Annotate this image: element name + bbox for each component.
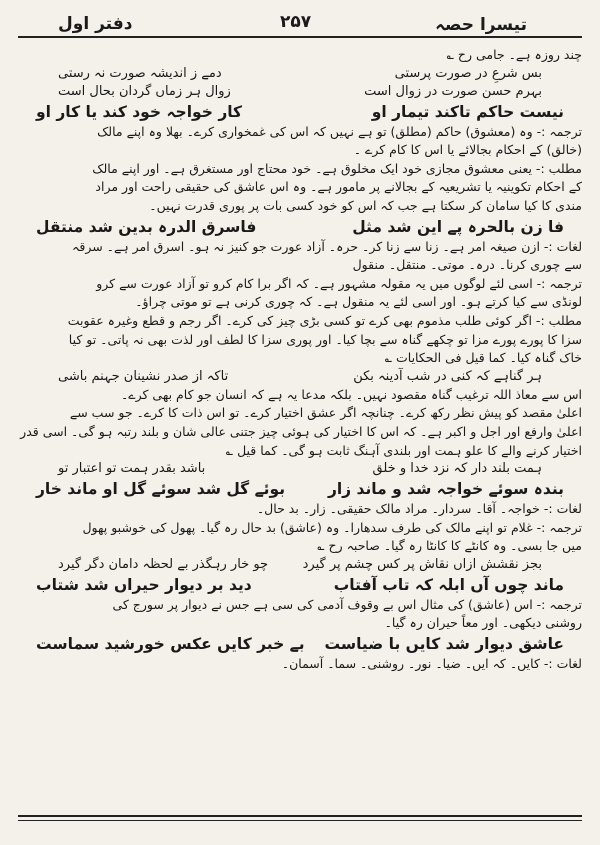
quoted-couplet [18,556,582,574]
couplet-first-hemistich: بجز نقشش ازاں نقاش پر کس چشم پر گیرد [302,556,542,572]
header-section-title: تیسرا حصہ [435,15,527,35]
text-line: اعلیٰ وارفع اور اجل و اکبر ہے۔ کہ اس کا اختیار کی ہوئی چیز جتنی عالی شان و بلند رتبہ ہو گی۔ اسی قدر [20,423,582,439]
couplet-second-hemistich: کار خواجہ خود کند یا کار او [36,102,243,121]
text-line: میں جا بسی۔ وہ کانٹے کا کانٹا رہ گیا۔ صاحبہ رح ؎ [317,538,582,554]
text-line: سے چوری کرنا۔ درہ۔ موتی۔ منتقل۔ منقول [352,257,582,273]
header-book-title: دفتر اول [58,14,133,34]
text-line: لغات :- خواجہ۔ آقا۔ سردار۔ مراد مالک حقیقی۔ زار۔ بد حال۔ [256,501,582,517]
footer-rule [18,815,582,817]
page-number: ۲۵۷ [280,12,312,32]
couplet-second-hemistich: دمے ز اندیشہ صورت نہ رستی [58,65,222,81]
couplet-second-hemistich: باشد بقدر ہمت تو اعتبار تو [58,461,206,477]
couplet-first-hemistich: بس شرعِ در صورت پرستی [394,65,542,81]
quoted-couplet [18,65,582,83]
quoted-couplet [18,368,582,386]
text-line: لغات :- ازن صیغہ امر ہے۔ زنا سے زنا کر۔ حرہ۔ آزاد عورت جو کنیز نہ ہو۔ اسرق امر ہے۔ سرقہ [72,238,582,254]
text-line: اعلیٰ مقصد کو پیش نظر رکھ کرے۔ چنانچہ اگر عشق اختیار کرے۔ تو اس ذات کا کرے۔ جو سب سے [69,405,582,421]
text-line: چند روزہ ہے۔ جامی رح ؎ [446,47,582,62]
couplet-first-hemistich: بہرم حسن صورت در زوال است [364,83,542,99]
couplet-second-hemistich: دید بر دیوار حیراں شد شتاب [36,575,252,594]
couplet-first-hemistich: ہمت بلند دار کہ نزد خدا و خلق [372,461,542,477]
text-line: روشنی دیکھی۔ اور معاً حیران رہ گیا۔ [384,615,582,631]
masnavi-couplet [18,574,582,596]
page-header [18,6,582,36]
text-line: اختیار کرنے والے کا علو ہمت اور بلندی آہنگ ثابت ہو گی۔ کما قیل ؎ [225,442,582,458]
text-line: لغات :- کایں۔ کہ ایں۔ ضیا۔ نور۔ روشنی۔ سما۔ آسمان۔ [281,656,582,672]
text-line: ترجمہ :- اسی لئے لوگوں میں یہ مقولہ مشہور ہے۔ کہ اگر برا کام کرو تو آزاد عورت سے کرو [96,275,582,291]
couplet-first-hemistich: بندہ سوئے خواجہ شد و ماند زار [327,480,564,499]
text-line: (خالق) کے احکام بجالائے یا اس کا کام کرے ۔ [353,142,582,158]
text-line: لونڈی سے کیا کرتے ہو۔ اور اسی لئے یہ منقول ہے۔ کہ چوری کرنی ہے تو موتی چراؤ۔ [135,294,582,310]
masnavi-couplet [18,633,582,655]
masnavi-couplet [18,478,582,500]
quoted-couplet [18,83,582,101]
couplet-second-hemistich: چو خار رہگذر بے لحظہ دامان دگر گیرد [58,556,269,572]
couplet-first-hemistich: عاشق دیوار شد کایں با ضیاست [324,635,564,654]
text-line: خاک گناہ کیا۔ کما قیل فی الحکایات ؎ [384,350,582,366]
text-line: ترجمہ :- غلام تو اپنے مالک کی طرف سدھارا۔ وہ (عاشق) بد حال رہ گیا۔ پھول کی خوشبو پھول [82,519,582,535]
couplet-second-hemistich: زوال ہر زماں گردان بحال است [58,83,231,99]
couplet-first-hemistich: نیست حاکم تاکند تیمار او [371,102,564,121]
couplet-second-hemistich: فاسرق الدرہ بدین شد منتقل [36,217,257,236]
text-line: سزا کا پورے پورے مزا تو چکھے گناہ سے بچا کیا۔ اور پوری سزا کا لطف اور لذت بھی نہ پاتی۔ تو کیا [68,331,582,347]
text-line: مطلب :- اگر کوئی طلب مذموم بھی کرے تو کسی بڑی چیز کی کرے۔ اگر رجم و قطع وغیرہ عقوبت [67,312,582,328]
quoted-couplet [18,460,582,478]
masnavi-couplet [18,216,582,238]
header-rule [18,36,582,38]
masnavi-couplet [18,101,582,123]
text-line: اس سے معاذ اللہ ترغیب گناہ مقصود نہیں۔ بلکہ مدعا یہ ہے کہ انسان جو کام بھی کرے۔ [120,386,582,402]
text-line: مطلب :- یعنی معشوق مجازی خود ایک مخلوق ہے۔ خود محتاج اور مستغرق ہے۔ اور اپنے مالک [92,160,582,176]
couplet-first-hemistich: فا زن بالحرہ پے این شد مثل [352,217,564,236]
couplet-first-hemistich: ہر گناہے کہ کنی در شب آدینہ بکن [353,368,542,384]
page-body [18,46,582,674]
text-line: مندی کا کیا سامان کر سکتا ہے جب کہ اس کو خود کسی بات پر پوری قدرت نہیں۔ [149,197,582,213]
couplet-second-hemistich: بوئے گل شد سوئے گل او ماند خار [36,480,286,499]
text-line: کے احکام تکوینیہ یا تشریعیہ کے بجالانے پر مامور ہے۔ وہ اس عاشق کی حقیقی راحت اور مراد [95,179,582,195]
couplet-first-hemistich: ماند چوں آں ابلہ کہ تاب آفتاب [333,575,564,594]
text-line: ترجمہ :- اس (عاشق) کی مثال اس بے وقوف آدمی کی سی ہے جس نے دیوار پر سورج کی [112,596,582,612]
text-line: ترجمہ :- وہ (معشوق) حاکم (مطلق) تو ہے نہیں کہ اس کی غمخواری کرے۔ بھلا وہ اپنے مالک [97,123,582,139]
footer-rule-thin [18,820,582,821]
couplet-second-hemistich: بے خبر کایں عکس خورشید سماست [36,635,305,654]
couplet-second-hemistich: تاکہ از صدر نشینان جہنم باشی [58,368,229,384]
